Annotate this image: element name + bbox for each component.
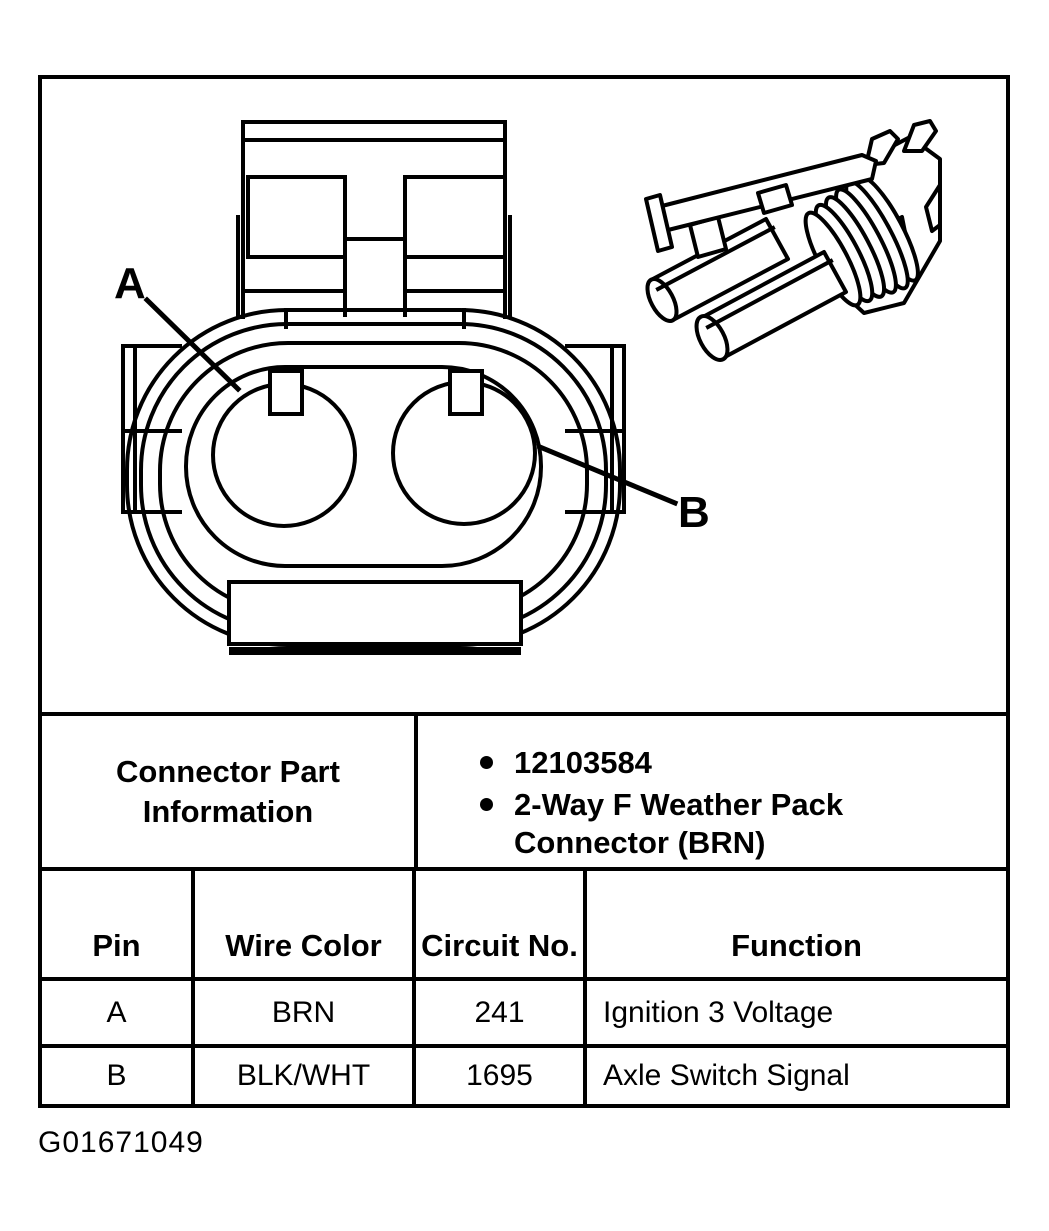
row-a-circuit-no: 241: [412, 981, 583, 1048]
front-view-side-ears: [123, 346, 624, 512]
row-a-wire-color: BRN: [191, 981, 412, 1048]
bullet-icon: [480, 756, 493, 769]
column-header-pin: Pin: [42, 871, 191, 981]
front-view-latch-tower: [238, 122, 510, 317]
connector-line-art: [42, 79, 1006, 712]
connector-part-info-row: [42, 716, 1006, 871]
diagram-frame: [38, 75, 1010, 1108]
connector-figure: [42, 79, 1006, 716]
row-b-pin: B: [106, 1059, 127, 1092]
part-description: 2-Way F Weather Pack Connector (BRN): [514, 787, 844, 860]
pin-table: [42, 871, 1006, 1104]
pin-cavity-b-key-notch: [450, 371, 482, 414]
row-b-function: Axle Switch Signal: [583, 1048, 1006, 1104]
part-description-item: [480, 786, 994, 862]
pin-cavity-a-key-notch: [270, 371, 302, 414]
pin-label-a: A: [114, 259, 146, 308]
part-number: 12103584: [514, 745, 652, 780]
isometric-view: [641, 121, 940, 365]
row-b-wire-color: BLK/WHT: [191, 1048, 412, 1104]
column-header-wire-color: Wire Color: [191, 871, 412, 981]
part-number-item: [480, 744, 994, 782]
row-a-pin: A: [42, 981, 191, 1048]
bullet-icon: [480, 798, 493, 811]
row-a-function: Ignition 3 Voltage: [583, 981, 1006, 1048]
figure-id: G01671049: [38, 1126, 204, 1159]
column-header-circuit-no: Circuit No.: [412, 871, 583, 981]
row-b-circuit-no: 1695: [412, 1048, 583, 1104]
column-header-function: Function: [583, 871, 1006, 981]
connector-part-info-details: [414, 716, 1006, 867]
front-view-bottom-tab: [229, 582, 521, 651]
pin-label-b: B: [678, 488, 710, 537]
connector-part-info-header: Connector Part Information: [116, 753, 340, 829]
